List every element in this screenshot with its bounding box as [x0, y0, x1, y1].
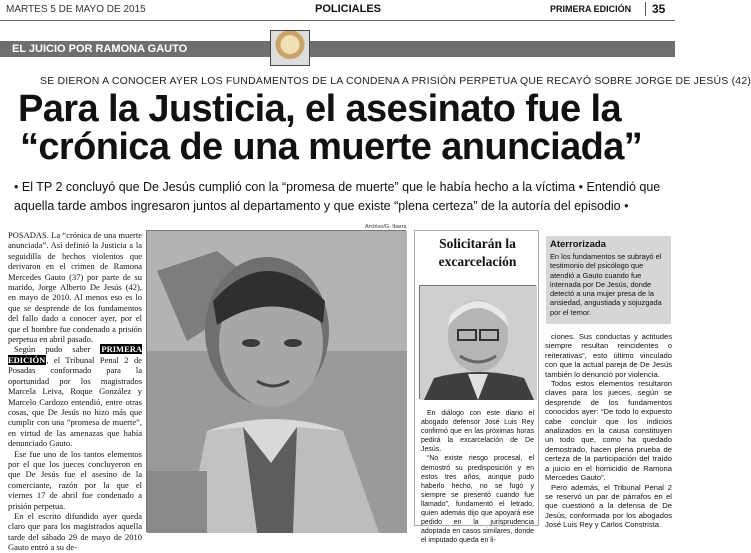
body-paragraph: Todos estos elementos resultaron claves para los jueces, según se desprende de los fundamentos conocidos ayer: “De todo lo expuesto cabe concluir que los indicios analizados en la causa constituyen un todo que, como ha quedado demostrado, hacen plena prueba de certeza de la participación del traído a juicio en el homicidio de Ramona Mercedes Gauto”. — [545, 379, 672, 483]
body-paragraph: POSADAS. La “crónica de una muerte anunciada”. Así definió la Justicia a la seguidilla de hechos violentos que derivaron en el crimen de Ramona Mercedes Gauto (37) por parte de su marido, Jorge Alberto De Jesús (42), en mayo de 2010. Al menos eso es lo que se desprende de los fundamentos del fallo dado a conocer ayer, por el que el hombre fue condenado a prisión perpetua en abril pasado. — [8, 230, 142, 345]
article-body-column-1 — [8, 230, 142, 553]
body-paragraph: En el escrito difundido ayer queda claro que para los magistrados aquella tarde del sábado 29 de mayo de 2010 Gauto entró a su de- — [8, 510, 142, 553]
issue-date: MARTES 5 DE MAYO DE 2015 — [6, 4, 146, 15]
subheadline: SE DIERON A CONOCER AYER LOS FUNDAMENTOS DE LA CONDENA A PRISIÓN PERPETUA QUE RECAYÓ SOBRE JORGE DE JESÚS (42) — [40, 75, 751, 87]
sidebar-paragraph: En diálogo con este diario el abogado defensor José Luis Rey confirmó que en las próximas horas pedirá la excarcelación de De Jesús. — [421, 410, 534, 454]
victim-thumbnail-photo — [270, 30, 310, 66]
defendant-photo-illustration — [147, 231, 407, 533]
headline-line-2: “crónica de una muerte anunciada” — [20, 126, 643, 168]
sidebar-title: Solicitarán la excarcelación — [438, 236, 517, 269]
section-name: POLICIALES — [315, 3, 382, 15]
lawyer-photo — [419, 285, 536, 399]
bullet-icon: • — [578, 180, 584, 194]
brand-highlight: PRIMERA EDICIÓN — [8, 344, 143, 365]
lede-summary — [14, 178, 670, 216]
lede-point-2: Entendió que aquella tarde ambos ingresaron juntos al departamento y que existe “plena certeza” de la autoría del episodio — [14, 180, 661, 213]
photo-credit: Archivo/G. Ibarra — [365, 224, 407, 230]
article-body-column-4 — [545, 332, 672, 530]
sidebar-box — [414, 230, 539, 545]
kicker-bar: EL JUICIO POR RAMONA GAUTO — [0, 41, 675, 57]
body-paragraph: Ese fue uno de los tantos elementos por el que los jueces concluyeron en que De Jesús fue el asesino de la comerciante, razón por la que el viernes 17 de abril fue condenado a prisión perpetua. — [8, 448, 142, 511]
bullet-icon: • — [624, 199, 629, 213]
sidebar-paragraph: “No existe riesgo procesal, el demostró su predisposición y en estos tres años, aunque pudo haberlo hecho, no se fugó y siempre se presentó cuando fue llamado”, fundamentó el letrado, quien además dijo que apoyará ese pedido en la jurisprudencia adoptada en casos similares, donde el imputado queda en li- — [421, 455, 534, 545]
sidebar-text — [421, 409, 534, 545]
page-number: 35 — [645, 2, 665, 16]
aside-box — [546, 236, 671, 324]
page-header — [0, 0, 675, 20]
headline — [18, 90, 668, 166]
aside-text: En los fundamentos se subrayó el testimonio del psicólogo que atendió a Gauto cuando fue internada por De Jesús, donde detectó a una mujer presa de la ansiedad, angustiada y sojuzgada por el temor. — [550, 252, 662, 317]
body-paragraph: ciones. Sus conductas y actitudes siempre resultan reincidentes o reiterativas”, esto último vinculado con que la actual pareja de De Jesús también lo denunció por violencia. — [545, 332, 672, 379]
body-text: , el Tribunal Penal 2 de Posadas conformado para la oportunidad por los magistrados Marcela Leiva, Roque González y Marcelo Cardozo entendió, entre otras cosas, que De Jesús no hizo más que cumplir con una “promesa de muerte”, en virtud de las amenazas que había denunciado Gauto. — [8, 354, 142, 449]
header-divider — [0, 20, 675, 21]
lede-point-1: El TP 2 concluyó que De Jesús cumplió con la “promesa de muerte” que le había hecho a la víctima — [21, 180, 576, 194]
body-paragraph: Pero además, el Tribunal Penal 2 se reservó un par de párrafos en el que cuestionó a la defensa de De Jesús, conformada por los abogados José Luis Rey y Carlos Constrista. — [545, 482, 672, 530]
defendant-photo — [146, 230, 406, 532]
bullet-icon: • — [14, 180, 19, 194]
body-paragraph — [8, 344, 142, 448]
edition-name: PRIMERA EDICIÓN — [550, 4, 632, 14]
aside-title: Aterrorizada — [550, 239, 606, 250]
lawyer-photo-illustration — [420, 286, 537, 400]
body-text: Según pudo saber — [14, 344, 91, 355]
headline-line-1: Para la Justicia, el asesinato fue la — [18, 88, 622, 130]
